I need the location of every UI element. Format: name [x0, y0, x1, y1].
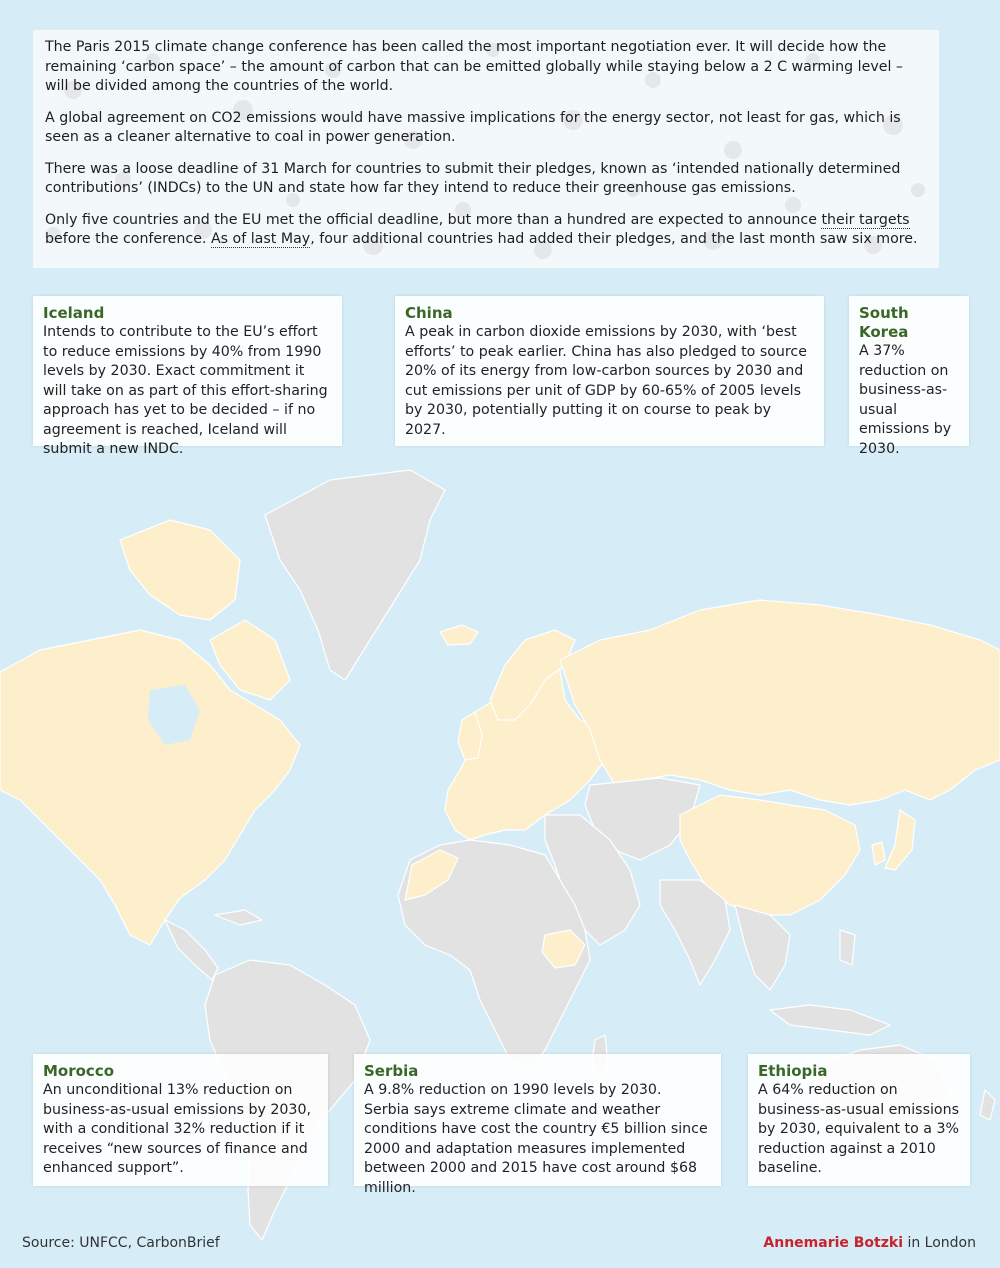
card-serbia — [354, 1054, 721, 1196]
southeast-asia-land — [735, 905, 790, 990]
card-south-korea-text: A 37% reduction on business-as-usual emissions by 2030. — [859, 343, 952, 457]
intro-paragraph-4 — [45, 211, 927, 250]
source-credit: Source: UNFCC, CarbonBrief — [22, 1235, 220, 1251]
caribbean-land — [215, 910, 262, 925]
central-america-land — [165, 920, 218, 980]
card-china-text: A peak in carbon dioxide emissions by 2030, with ‘best efforts’ to peak earlier. China has also pledged to source 20% of its energy from low-carbon sources by 2030 and cut emissions per unit of GDP by 60-65% of 2005 levels by 2030, potentially putting it on course to peak by 2027. — [405, 324, 807, 438]
card-serbia-title: Serbia — [364, 1062, 419, 1080]
intro-paragraph-1: The Paris 2015 climate change conference has been called the most important negotiation ever. It will decide how the remaining ‘carbon space’ – the amount of carbon that can be emitted globally while staying below a 2 C warming level – will be divided among the countries of the world. — [45, 39, 904, 94]
author-location: in London — [903, 1235, 976, 1251]
iceland-land — [440, 625, 478, 645]
card-morocco — [33, 1054, 328, 1186]
intro-p4-text-c: , four additional countries had added their pledges, and the last month saw six more. — [310, 231, 918, 247]
card-south-korea — [849, 296, 969, 457]
card-ethiopia-text: A 64% reduction on business-as-usual emissions by 2030, equivalent to a 3% reduction against a 2010 baseline. — [758, 1082, 959, 1176]
as-of-last-may-link[interactable]: As of last May — [210, 231, 311, 247]
card-china-title: China — [405, 304, 453, 322]
card-china — [395, 296, 824, 446]
south-korea-land — [872, 842, 885, 865]
indonesia-land — [770, 1005, 890, 1035]
card-iceland-text: Intends to contribute to the EU’s effort to reduce emissions by 40% from 1990 levels by 2030. Exact commitment it will take on as part of this effort-sharing approach has yet to be decided – if no agreement is reached, Iceland will submit a new INDC. — [43, 324, 328, 457]
card-iceland-title: Iceland — [43, 304, 105, 322]
intro-p4-text-a: Only five countries and the EU met the official deadline, but more than a hundred are expected to announce — [45, 211, 822, 228]
card-morocco-text: An unconditional 13% reduction on business-as-usual emissions by 2030, with a conditional 32% reduction if it receives “new sources of finance and enhanced support”. — [43, 1082, 311, 1176]
india-land — [660, 880, 730, 985]
new-zealand-land — [980, 1090, 995, 1120]
intro-p4-text-b: before the conference. — [45, 231, 211, 247]
card-ethiopia-title: Ethiopia — [758, 1062, 828, 1080]
arctic-islands-land — [120, 520, 240, 620]
card-ethiopia — [748, 1054, 970, 1186]
intro-paragraph-3: There was a loose deadline of 31 March for countries to submit their pledges, known as ‘intended nationally determined contributions’ (INDCs) to the UN and state how far they intend to reduce their greenhouse gas emissions. — [45, 160, 901, 196]
philippines-land — [840, 930, 855, 965]
intro-box — [33, 30, 939, 268]
japan-land — [885, 810, 915, 870]
intro-paragraph-2: A global agreement on CO2 emissions would have massive implications for the energy sector, not least for gas, which is seen as a cleaner alternative to coal in power generation. — [45, 109, 901, 145]
author-credit — [763, 1235, 976, 1251]
card-morocco-title: Morocco — [43, 1062, 115, 1080]
author-name: Annemarie Botzki — [763, 1235, 904, 1251]
their-targets-link[interactable]: their targets — [821, 211, 910, 228]
card-iceland — [33, 296, 342, 457]
card-serbia-text: A 9.8% reduction on 1990 levels by 2030. Serbia says extreme climate and weather conditions have cost the country €5 billion since 2000 and adaptation measures implemented between 2000 and 2015 have cost around $68 million. — [364, 1082, 708, 1196]
russia-land — [560, 600, 1000, 805]
card-south-korea-title: South Korea — [859, 304, 909, 341]
greenland-land — [265, 470, 445, 680]
